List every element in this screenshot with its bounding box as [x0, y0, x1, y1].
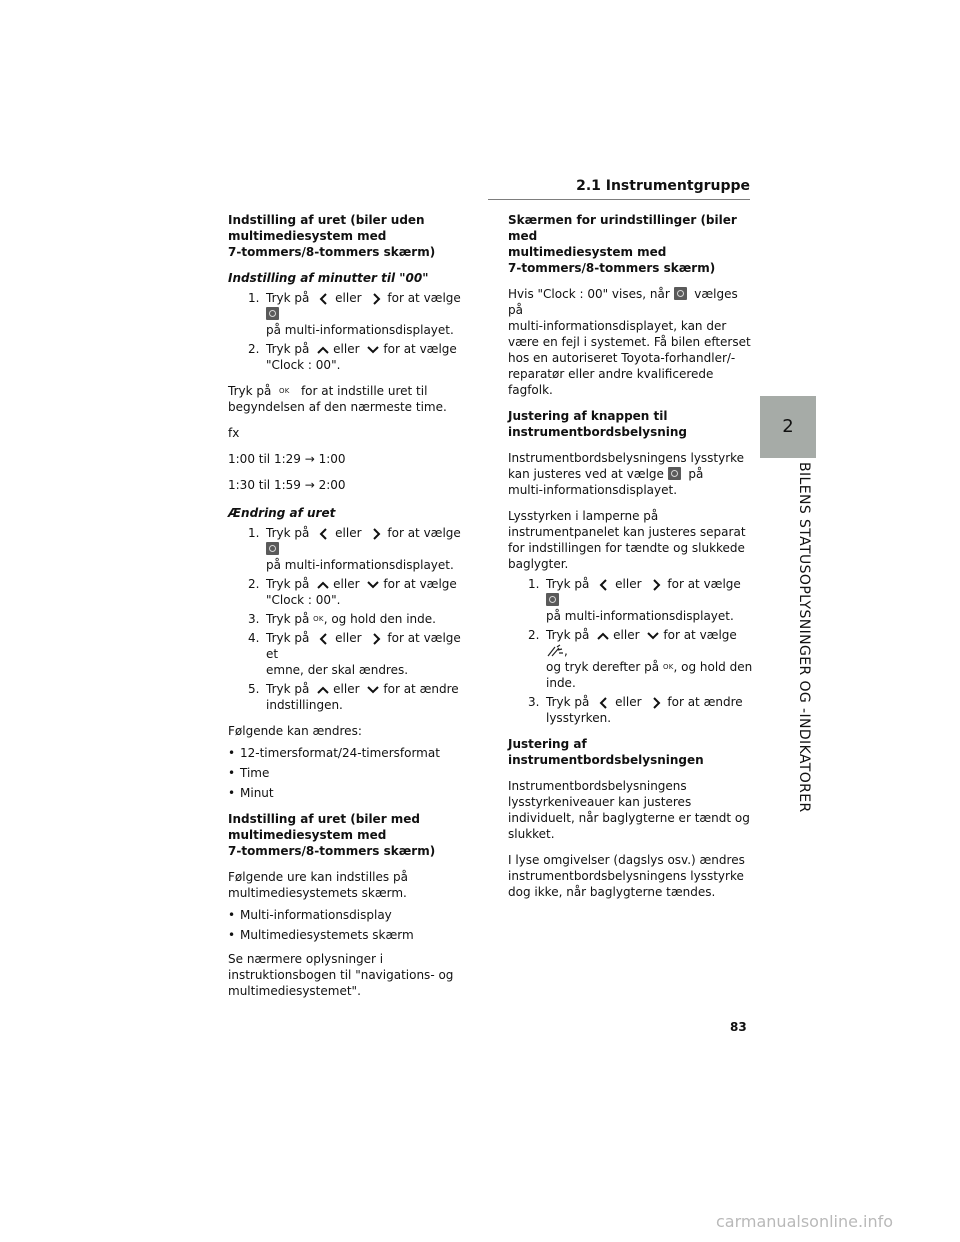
chevron-down-icon	[363, 579, 383, 591]
levels-paragraph: Instrumentbordsbelysningens lysstyrkeniveauer kan justeres individuelt, når baglygterne er tændt og slukket.	[508, 779, 750, 841]
step: 5. Tryk på eller for at ændre indstillingen.	[248, 682, 459, 712]
chevron-right-icon	[365, 633, 387, 645]
ok-button-icon: OK	[662, 663, 674, 671]
list-item: • Minut	[228, 786, 274, 800]
chapter-title-vertical	[760, 462, 816, 813]
heading-dashboard-light: Justering af instrumentbordsbelysningen	[508, 737, 704, 767]
example-1: 1:00 til 1:29 → 1:00	[228, 452, 346, 466]
chevron-left-icon	[313, 528, 335, 540]
chapter-title: BILENS STATUSOPLYSNINGER OG -INDIKATORER	[796, 462, 812, 813]
gear-icon	[546, 593, 559, 606]
chevron-left-icon	[593, 697, 615, 709]
list-item: • Multimediesystemets skærm	[228, 928, 414, 942]
example-label: fx	[228, 426, 240, 440]
step: 1. Tryk på eller for at vælge på multi-informationsdisplayet.	[528, 577, 741, 623]
brightness-icon	[546, 644, 564, 658]
chevron-down-icon	[363, 684, 383, 696]
chevron-down-icon	[363, 344, 383, 356]
chapter-tab	[760, 396, 816, 458]
gear-icon	[674, 287, 687, 300]
gear-icon	[668, 467, 681, 480]
chevron-up-icon	[313, 684, 333, 696]
changes-intro: Følgende kan ændres:	[228, 724, 362, 738]
ok-paragraph: Tryk på OK for at indstille uret til begyndelsen af den nærmeste time.	[228, 384, 447, 414]
page-number: 83	[730, 1020, 747, 1034]
heading-brightness-button: Justering af knappen til instrumentbordsbelysning	[508, 409, 687, 439]
chapter-number: 2	[782, 416, 794, 437]
chevron-right-icon	[365, 528, 387, 540]
heading-with-multimedia: Indstilling af uret (biler med multimediesystem med 7-tommers/8-tommers skærm)	[228, 812, 436, 858]
chevron-left-icon	[593, 579, 615, 591]
section-header: 2.1 Instrumentgruppe	[576, 178, 750, 194]
list-item: • Multi-informationsdisplay	[228, 908, 392, 922]
heading-no-multimedia: Indstilling af uret (biler uden multimediesystem med 7-tommers/8-tommers skærm)	[228, 213, 436, 259]
list-item: • 12-timersformat/24-timersformat	[228, 746, 440, 760]
lamps-paragraph: Lysstyrken i lamperne på instrumentpanelet kan justeres separat for indstillingen for tændte og slukkede baglygter.	[508, 509, 746, 571]
chevron-right-icon	[645, 579, 667, 591]
list-item: • Time	[228, 766, 270, 780]
chevron-left-icon	[313, 293, 335, 305]
step: 3. Tryk på eller for at ændre lysstyrken.	[528, 695, 743, 725]
brightness-paragraph: Instrumentbordsbelysningens lysstyrke kan justeres ved at vælge på multi-informationsdisplayet.	[508, 451, 745, 497]
step: 2. Tryk på eller for at vælge "Clock : 00".	[248, 342, 457, 372]
subheading-change-clock: Ændring af uret	[228, 506, 336, 520]
chevron-up-icon	[593, 630, 613, 642]
example-2: 1:30 til 1:59 → 2:00	[228, 478, 346, 492]
step: 2. Tryk på eller for at vælge , og tryk derefter på OK, og hold den inde.	[528, 628, 753, 690]
heading-clock-screen: Skærmen for urindstillinger (biler med multimediesystem med 7-tommers/8-tommers skærm)	[508, 213, 737, 275]
gear-icon	[266, 542, 279, 555]
watermark: carmanualsonline.info	[716, 1212, 894, 1231]
step: 4. Tryk på eller for at vælge et emne, der skal ændres.	[248, 631, 461, 677]
chevron-right-icon	[645, 697, 667, 709]
left-column	[228, 212, 476, 999]
clocks-intro: Følgende ure kan indstilles på multimediesystemets skærm.	[228, 870, 408, 900]
subheading-minutes: Indstilling af minutter til "00"	[228, 271, 429, 285]
chevron-right-icon	[365, 293, 387, 305]
step: 2. Tryk på eller for at vælge "Clock : 00".	[248, 577, 457, 607]
step: 1. Tryk på eller for at vælge på multi-informationsdisplayet.	[248, 526, 461, 572]
chevron-left-icon	[313, 633, 335, 645]
daylight-paragraph: I lyse omgivelser (dagslys osv.) ændres instrumentbordsbelysningens lysstyrke dog ikke, når baglygterne tændes.	[508, 853, 745, 899]
right-column	[508, 212, 753, 900]
gear-icon	[266, 307, 279, 320]
chevron-down-icon	[643, 630, 663, 642]
ok-button-icon: OK	[313, 615, 324, 623]
clock-fault-paragraph: Hvis "Clock : 00" vises, når vælges på multi-informationsdisplayet, kan der være en fejl i systemet. Få bilen efterset hos en autoriseret Toyota-forhandler/- reparatør eller andre kvalificerede fagfolk.	[508, 287, 751, 397]
step: 1. Tryk på eller for at vælge på multi-informationsdisplayet.	[248, 291, 461, 337]
reference-paragraph: Se nærmere oplysninger i instruktionsbogen til "navigations- og multimediesystemet".	[228, 952, 454, 998]
step: 3. Tryk på OK, og hold den inde.	[248, 612, 436, 626]
chevron-up-icon	[313, 344, 333, 356]
ok-button-icon: OK	[278, 387, 290, 395]
header-rule	[488, 199, 750, 200]
chevron-up-icon	[313, 579, 333, 591]
